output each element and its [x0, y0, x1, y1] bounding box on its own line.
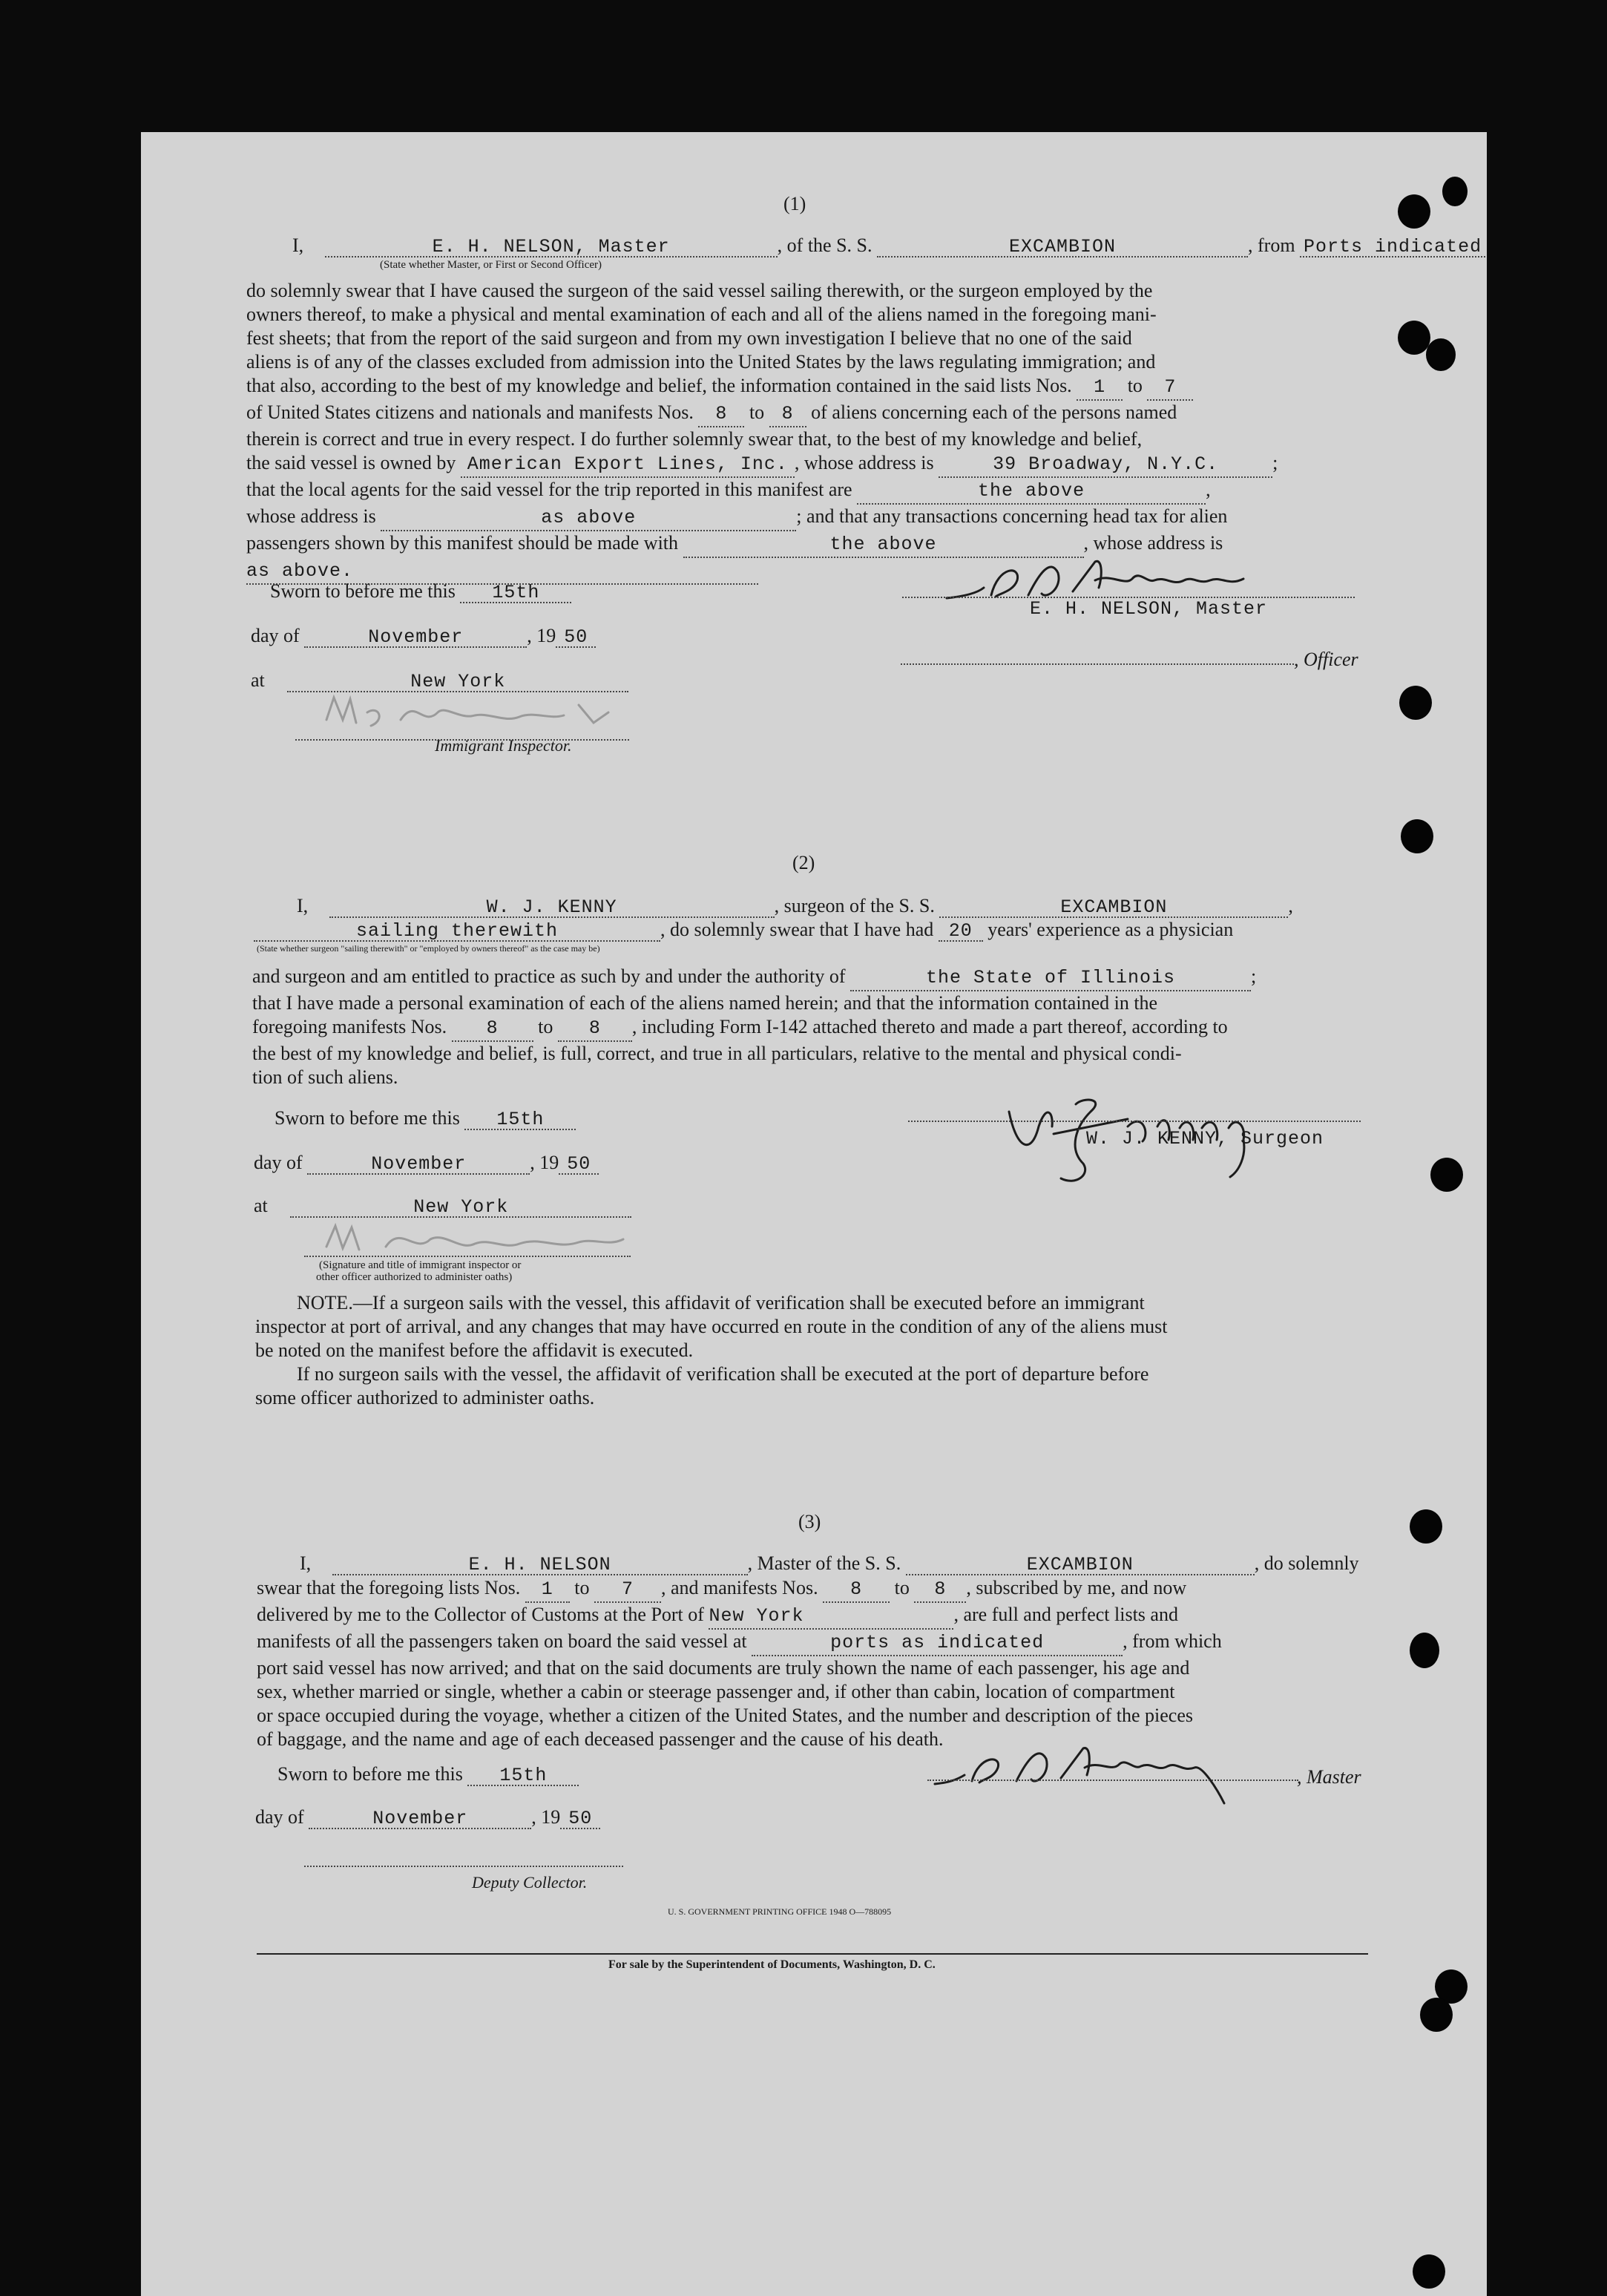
swear-text: , do solemnly swear that I have had	[660, 919, 934, 940]
capacity-field: sailing therewith	[254, 922, 660, 942]
manifests-all-label: manifests of all the passengers taken on board the said vessel at	[257, 1630, 747, 1652]
collector-label: Deputy Collector.	[472, 1873, 588, 1892]
to-label: to	[574, 1577, 590, 1598]
punch-hole	[1442, 177, 1468, 206]
punch-hole	[1398, 321, 1430, 355]
day-of-label: day of	[251, 625, 300, 646]
swear-label: swear that the foregoing lists Nos.	[257, 1577, 521, 1598]
subscribed-text: , subscribed by me, and now	[966, 1577, 1187, 1598]
punch-hole	[1426, 338, 1456, 371]
capacity-hint: (State whether surgeon "sailing therewith" or "employed by owners thereof" as the case may be)	[257, 943, 600, 954]
sworn-day-field: 15th	[467, 1766, 579, 1786]
lists-from-field: 1	[1077, 375, 1123, 401]
date-line	[251, 626, 596, 648]
comma: ,	[1288, 895, 1293, 916]
master-line	[300, 1554, 1359, 1575]
punch-hole	[1410, 1633, 1439, 1668]
place-field: New York	[287, 672, 628, 692]
body-line: the best of my knowledge and belief, is full, correct, and true in all particulars, relative to the mental and physical condi-	[252, 1043, 1182, 1064]
owner-field: American Export Lines, Inc.	[461, 453, 795, 478]
punch-hole	[1399, 686, 1432, 720]
day-of-label: day of	[255, 1806, 304, 1828]
opening-word: I,	[292, 234, 304, 256]
agents-label: that the local agents for the said vessel for the trip reported in this manifest are	[246, 479, 852, 500]
note-line: inspector at port of arrival, and any changes that may have occurred en route in the condition of any of the aliens must	[255, 1316, 1168, 1337]
date-line	[255, 1808, 600, 1829]
body-line: aliens is of any of the classes excluded from admission into the United States by the laws regulating immigration; and	[246, 351, 1156, 373]
sworn-label: Sworn to before me this	[277, 1763, 463, 1785]
manifests-to-field: 8	[769, 402, 806, 427]
body-line: sex, whether married or single, whether a cabin or steerage passenger and, if other than cabin, location of compartment	[257, 1681, 1175, 1702]
manifests-from-field: 8	[698, 402, 744, 427]
at-label: at	[254, 1195, 268, 1216]
body-line	[246, 401, 1359, 427]
authority-field: the State of Illinois	[850, 966, 1251, 991]
owner-address-field: 39 Broadway, N.Y.C.	[939, 453, 1272, 478]
section-1-number: (1)	[783, 193, 806, 214]
year-prefix: , 19	[531, 1806, 561, 1828]
aliens-text: of aliens concerning each of the persons named	[811, 401, 1177, 423]
to-label: to	[1127, 375, 1143, 396]
master-label: , Master	[1297, 1766, 1361, 1788]
opening-word: I,	[297, 895, 309, 916]
semicolon: ;	[1251, 965, 1257, 987]
master-signature-line	[927, 1780, 1298, 1781]
delivered-label: delivered by me to the Collector of Customs at the Port of	[257, 1604, 704, 1625]
vessel-name-field: EXCAMBION	[906, 1555, 1255, 1575]
year-prefix: , 19	[527, 625, 556, 646]
head-tax-party-field: the above	[683, 533, 1084, 558]
sworn-label: Sworn to before me this	[275, 1107, 460, 1129]
vessel-name-field: EXCAMBION	[939, 898, 1288, 918]
solemnly-label: , do solemnly	[1254, 1552, 1359, 1574]
owned-label: the said vessel is owned by	[246, 452, 456, 473]
note-line: NOTE.—If a surgeon sails with the vessel, this affidavit of verification shall be executed before an immigrant	[297, 1292, 1145, 1313]
section-1-master-line	[292, 236, 1485, 258]
year-field: 50	[560, 1809, 600, 1829]
comma: ,	[1206, 479, 1211, 500]
body-line: port said vessel has now arrived; and that on the said documents are truly shown the name of each passenger, his age and	[257, 1657, 1190, 1679]
year-prefix: , 19	[530, 1152, 559, 1173]
body-line	[246, 451, 1359, 478]
ports-field: ports as indicated	[752, 1631, 1123, 1656]
agents-field: the above	[857, 479, 1206, 505]
year-field: 50	[559, 1155, 599, 1175]
officer-line	[901, 663, 1294, 665]
punch-hole	[1401, 819, 1433, 853]
sworn-day-field: 15th	[460, 583, 571, 603]
manifests-from-field: 8	[452, 1017, 533, 1042]
body-line	[252, 965, 1365, 991]
to-label: to	[894, 1577, 910, 1598]
full-text: , are full and perfect lists and	[953, 1604, 1178, 1625]
from-label: , from	[1248, 234, 1295, 256]
manifests-label: , and manifests Nos.	[661, 1577, 818, 1598]
inspector-signature-line	[304, 1256, 631, 1257]
note-line: some officer authorized to administer oaths.	[255, 1387, 595, 1408]
body-line: therein is correct and true in every respect. I do further solemnly swear that, to the best of my knowledge and belief,	[246, 428, 1143, 450]
agents-address-field: as above	[381, 506, 796, 531]
body-line-text: that also, according to the best of my knowledge and belief, the information contained in the said lists Nos.	[246, 375, 1072, 396]
manifests-to-field: 8	[558, 1017, 632, 1042]
surgeon-of-label: , surgeon of the S. S.	[774, 895, 935, 916]
body-line	[246, 505, 1359, 531]
punch-hole	[1410, 1509, 1442, 1544]
body-line: that I have made a personal examination of each of the aliens named herein; and that the information contained in the	[252, 992, 1158, 1014]
at-label: at	[251, 669, 265, 691]
from-which-label: , from which	[1123, 1630, 1222, 1652]
body-line	[257, 1603, 1370, 1630]
master-hint: (State whether Master, or First or Second Officer)	[380, 259, 602, 271]
section-1-body	[246, 279, 1359, 585]
master-of-label: , Master of the S. S.	[747, 1552, 901, 1574]
note-line: If no surgeon sails with the vessel, the affidavit of verification shall be executed at the port of departure before	[297, 1363, 1149, 1385]
citizens-text: of United States citizens and nationals and manifests Nos.	[246, 401, 694, 423]
punch-hole	[1420, 1998, 1453, 2032]
to-label: to	[538, 1016, 553, 1037]
years-field: 20	[939, 922, 983, 942]
sworn-line	[275, 1109, 576, 1130]
note-line: be noted on the manifest before the affidavit is executed.	[255, 1339, 694, 1361]
for-sale-line: For sale by the Superintendent of Documents, Washington, D. C.	[608, 1958, 936, 1971]
body-line	[246, 374, 1359, 401]
month-field: November	[307, 1155, 530, 1175]
note-block	[255, 1291, 1368, 1410]
place-line	[251, 671, 628, 692]
body-line	[246, 478, 1359, 505]
manifests-to-field: 8	[914, 1578, 966, 1603]
foregoing-label: foregoing manifests Nos.	[252, 1016, 447, 1037]
surgeon-line	[297, 896, 1293, 918]
opening-word: I,	[300, 1552, 312, 1574]
body-line: fest sheets; that from the report of the said surgeon and from my own investigation I believe that no one of the said	[246, 327, 1132, 349]
whose-address-is-label: , whose address is	[1083, 532, 1223, 554]
years-text: years' experience as a physician	[987, 919, 1234, 940]
body-line: of baggage, and the name and age of each deceased passenger and the cause of his death.	[257, 1728, 944, 1750]
body-line	[257, 1630, 1370, 1656]
head-tax-text: ; and that any transactions concerning head tax for alien	[796, 505, 1228, 527]
punch-hole	[1430, 1158, 1463, 1192]
body-line: tion of such aliens.	[252, 1066, 398, 1088]
day-of-label: day of	[254, 1152, 303, 1173]
inspector-hint-2: other officer authorized to administer oaths)	[316, 1271, 513, 1283]
port-field: New York	[709, 1604, 953, 1630]
place-line	[254, 1196, 631, 1218]
master-typed-name: E. H. NELSON, Master	[1030, 598, 1268, 620]
lists-from-field: 1	[525, 1578, 570, 1603]
lists-to-field: 7	[1147, 375, 1193, 401]
master-signature	[920, 1736, 1306, 1811]
sworn-line	[270, 582, 571, 603]
sworn-day-field: 15th	[464, 1110, 576, 1130]
surgeon-name-field: W. J. KENNY	[329, 898, 775, 918]
month-field: November	[309, 1809, 531, 1829]
body-line	[252, 1015, 1365, 1042]
section-2-number: (2)	[792, 852, 815, 873]
place-field: New York	[290, 1198, 631, 1218]
from-ports-field: Ports indicated	[1300, 237, 1485, 258]
inspector-hint-1: (Signature and title of immigrant inspector or	[319, 1259, 522, 1271]
agents-address-label: whose address is	[246, 505, 376, 527]
year-field: 50	[556, 628, 596, 648]
punch-hole	[1398, 194, 1430, 229]
body-line: do solemnly swear that I have caused the surgeon of the said vessel sailing therewith, or the surgeon employed by the	[246, 280, 1153, 301]
form-text: , including Form I-142 attached thereto and made a part thereof, according to	[631, 1016, 1228, 1037]
manifests-from-field: 8	[823, 1578, 890, 1603]
vessel-name-field: EXCAMBION	[877, 237, 1248, 258]
printing-office-line: U. S. GOVERNMENT PRINTING OFFICE 1948 O—788095	[668, 1906, 892, 1917]
authority-label: and surgeon and am entitled to practice as such by and under the authority of	[252, 965, 846, 987]
section-3-body	[257, 1576, 1370, 1751]
body-line: or space occupied during the voyage, whether a citizen of the United States, and the number and description of the pieces	[257, 1705, 1194, 1726]
footer-rule	[257, 1953, 1368, 1955]
final-address-field: as above.	[246, 560, 758, 585]
punch-hole	[1413, 2254, 1445, 2289]
of-ss-label: , of the S. S.	[777, 234, 872, 256]
body-line: owners thereof, to make a physical and mental examination of each and all of the aliens named in the foregoing mani-	[246, 304, 1157, 325]
inspector-label: Immigrant Inspector.	[435, 736, 572, 755]
sworn-line	[277, 1765, 579, 1786]
surgeon-signature-line	[908, 1121, 1361, 1122]
to-label: to	[749, 401, 765, 423]
body-line	[257, 1576, 1370, 1603]
month-field: November	[304, 628, 527, 648]
surgeon-typed-name: W. J. KENNY, Surgeon	[1086, 1128, 1324, 1149]
lists-to-field: 7	[594, 1578, 661, 1603]
date-line	[254, 1153, 599, 1175]
master-name-field: E. H. NELSON, Master	[325, 237, 778, 258]
master-name-field: E. H. NELSON	[332, 1555, 748, 1575]
collector-signature-line	[304, 1866, 623, 1867]
section-3-number: (3)	[798, 1511, 821, 1532]
semicolon: ;	[1272, 452, 1278, 473]
sworn-label: Sworn to before me this	[270, 580, 456, 602]
whose-address-label: , whose address is	[794, 452, 934, 473]
section-2-body	[252, 965, 1365, 1089]
officer-label: , Officer	[1294, 649, 1358, 670]
passengers-label: passengers shown by this manifest should be made with	[246, 532, 679, 554]
capacity-line	[254, 920, 1233, 942]
